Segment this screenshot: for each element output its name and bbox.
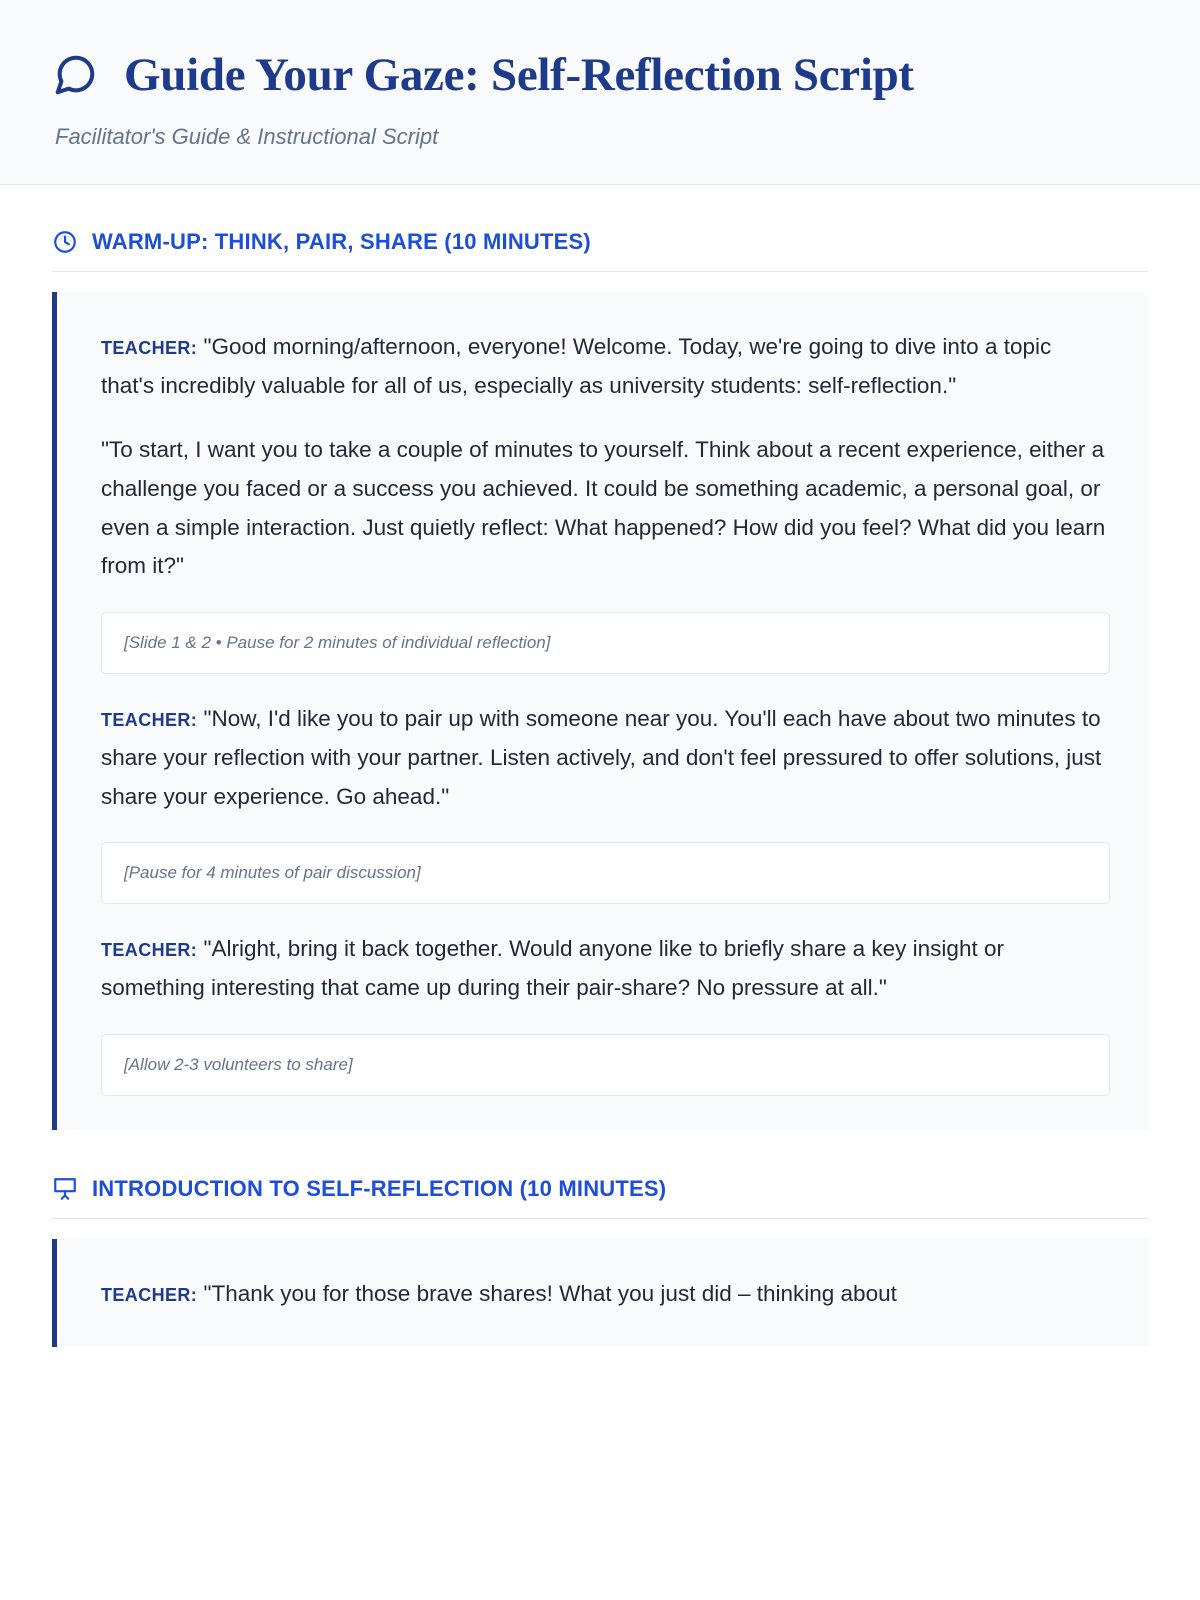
script-line [101, 930, 1110, 1007]
script-text: "To start, I want you to take a couple of minutes to yourself. Think about a recent experience, either a challenge you faced or a success you achieved. It could be something academic, a personal goal, or even a simple interaction. Just quietly reflect: What happened? How did you feel? What did you learn from it?" [101, 437, 1106, 579]
section-warm-up [52, 229, 1148, 1130]
document-body [0, 185, 1200, 1377]
script-block [52, 1239, 1148, 1348]
page-subtitle: Facilitator's Guide & Instructional Script [55, 124, 439, 150]
section-heading [52, 1176, 1148, 1219]
stage-direction-note: [Allow 2-3 volunteers to share] [101, 1034, 1110, 1096]
script-text: "Now, I'd like you to pair up with someone near you. You'll each have about two minutes to share your reflection with your partner. Listen actively, and don't feel pressured to offer solutions, just share your experience. Go ahead." [101, 706, 1102, 809]
script-line [101, 328, 1110, 405]
title-row [52, 48, 1148, 102]
script-line [101, 431, 1110, 586]
speaker-label: TEACHER: [101, 338, 198, 359]
script-line [101, 700, 1110, 816]
speaker-label: TEACHER: [101, 940, 198, 961]
speech-bubble-icon [52, 52, 98, 98]
script-line [101, 1275, 1110, 1314]
section-heading-label: INTRODUCTION TO SELF-REFLECTION (10 MINUTES) [92, 1175, 667, 1201]
stage-direction-note: [Slide 1 & 2 • Pause for 2 minutes of individual reflection] [101, 612, 1110, 674]
script-text: "Good morning/afternoon, everyone! Welcome. Today, we're going to dive into a topic that's incredibly valuable for all of us, especially as university students: self-reflection." [101, 334, 1052, 398]
presentation-screen-icon [52, 1176, 78, 1202]
section-heading [52, 229, 1148, 272]
section-introduction [52, 1176, 1148, 1348]
clock-icon [52, 229, 78, 255]
script-text: "Thank you for those brave shares! What you just did – thinking about [203, 1280, 897, 1306]
speaker-label: TEACHER: [101, 710, 198, 731]
stage-direction-note: [Pause for 4 minutes of pair discussion] [101, 842, 1110, 904]
script-text: "Alright, bring it back together. Would anyone like to briefly share a key insight or something interesting that came up during their pair-share? No pressure at all." [101, 936, 1004, 1000]
section-heading-label: WARM-UP: THINK, PAIR, SHARE (10 MINUTES) [92, 229, 591, 255]
script-block [52, 292, 1148, 1130]
speaker-label: TEACHER: [101, 1284, 198, 1305]
page-title: Guide Your Gaze: Self-Reflection Script [124, 49, 914, 101]
document-header [0, 0, 1200, 185]
